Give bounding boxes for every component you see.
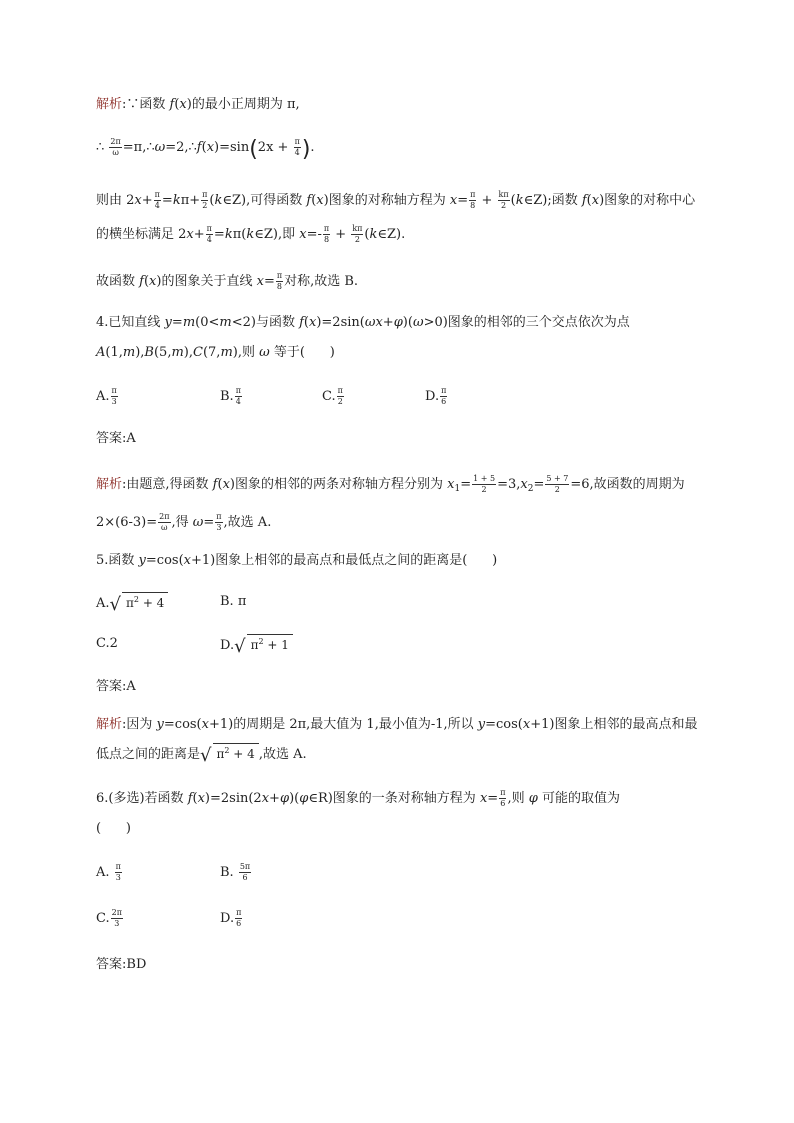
q4-option-c: C. $\frac{\pi}{2}$	[322, 386, 343, 406]
answer-6: 答案:BD	[96, 957, 147, 972]
q5-option-b: B. π	[220, 594, 247, 609]
q6-option-a: A. $\frac{\pi}{3}$	[96, 862, 121, 882]
answer-4: 答案:A	[96, 431, 136, 446]
q4-option-d: D. $\frac{\pi}{6}$	[425, 386, 447, 406]
q5-option-d: D.√ $\pi^2 + 1$	[220, 634, 293, 657]
solution-5: 解析:因为 y=cos(x+1)的周期是 2π,最大值为 1,最小值为-1,所以 y=cos(x+1)图象上相邻的最高点和最低点之间的距离是√ $\pi^2 + 4$ ,故选 A.	[96, 717, 698, 766]
solution-block-prev: 解析:∵函数 f(x)的最小正周期为 π,	[96, 97, 300, 112]
question-4: 4.已知直线 y=m(0<m<2)与函数 f(x)=2sin(ωx+φ)(ω>0)图象的相邻的三个交点依次为点 A(1,m),B(5,m),C(7,m),则 ω 等于( )	[96, 315, 630, 360]
answer-5: 答案:A	[96, 679, 136, 694]
q5-option-a: A.√ $\pi^2 + 4$	[96, 592, 168, 615]
q4-option-a: A. $\frac{\pi}{3}$	[96, 386, 117, 406]
q4-option-b: B. $\frac{\pi}{4}$	[220, 386, 241, 406]
q6-option-b: B. $\frac{5\pi}{6}$	[220, 862, 251, 882]
q5-option-c: C.2	[96, 636, 118, 651]
question-5: 5.函数 y=cos(x+1)图象上相邻的最高点和最低点之间的距离是( )	[96, 553, 498, 568]
q6-option-c: C. $\frac{2\pi}{3}$	[96, 908, 122, 928]
question-6: 6.(多选)若函数 f(x)=2sin(2x+φ)(φ∈R)图象的一条对称轴方程为 x= $\frac{\pi}{6}$ ,则 φ 可能的取值为 ( )	[96, 788, 620, 836]
solution-line-conclusion: 故函数 f(x)的图象关于直线 x= $\frac{\pi}{8}$ 对称,故选 B.	[96, 271, 359, 291]
solution-line-axis: 则由 2x+ $\frac{\pi}{4}$ =kπ+ $\frac{\pi}{2}$ (k∈Z),可得函数 f(x)图象的对称轴方程为 x= $\frac{\pi}{8}$ + $\frac{k\pi}{2}$ (k∈Z);函数 f(x)图象的对称中心的横坐标满足 2x+ $\frac{\pi}{4}$ =kπ(k∈Z),即 x=- $\frac{\pi}{8}$ + $\frac{k\pi}{2}$ (k∈Z).	[96, 190, 696, 244]
solution-4: 解析:由题意,得函数 f(x)图象的相邻的两条对称轴方程分别为 $x_1=$ $\frac{1 + 5}{2}$ $=3,x_2=$ $\frac{5 + 7}{2}$ =6,故函数的周期为 2×(6-3)= $\frac{2\pi}{\omega}$ ,得 ω= $\frac{\pi}{3}$ ,故选 A.	[96, 474, 685, 532]
q6-option-d: D. $\frac{\pi}{6}$	[220, 908, 242, 928]
solution-line-omega: ∴ $\frac{2\pi}{\omega}$ =π,∴ω=2,∴f(x)=sin(2x + $\frac{\pi}{4}$ ).	[96, 137, 315, 162]
